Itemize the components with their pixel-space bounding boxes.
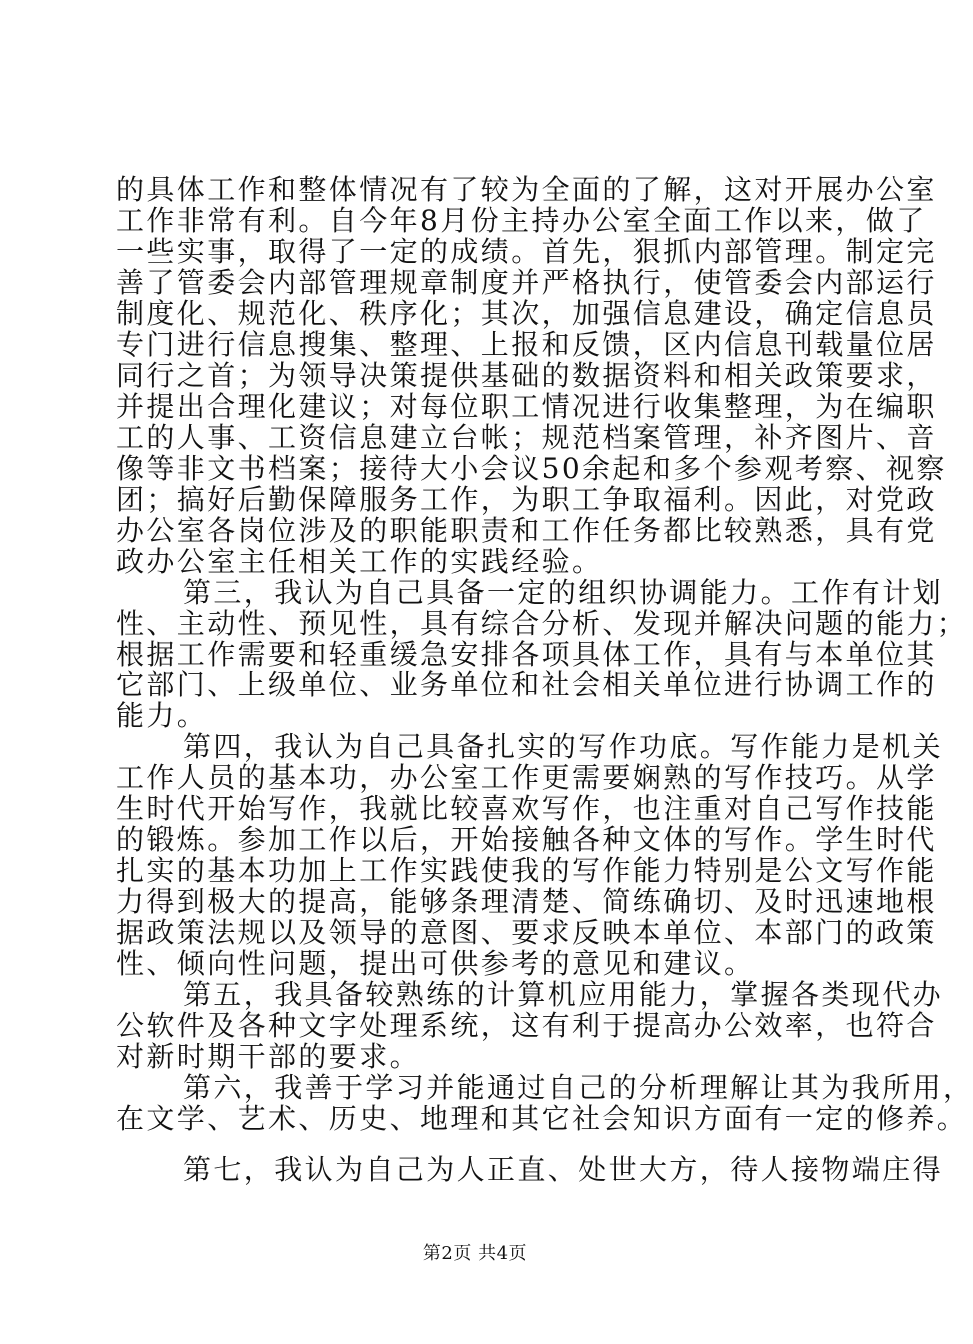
body-text-line: 一些实事，取得了一定的成绩。首先，狠抓内部管理。制定完 bbox=[116, 235, 937, 268]
body-text-line: 工的人事、工资信息建立台帐；规范档案管理，补齐图片、音 bbox=[116, 421, 937, 454]
body-text-line: 据政策法规以及领导的意图、要求反映本单位、本部门的政策 bbox=[116, 916, 937, 949]
body-text-line: 对新时期干部的要求。 bbox=[116, 1040, 421, 1073]
body-text-line: 团；搞好后勤保障服务工作，为职工争取福利。因此，对党政 bbox=[116, 483, 937, 516]
paragraph-first-line: 第三，我认为自己具备一定的组织协调能力。工作有计划 bbox=[183, 576, 944, 609]
paragraph-first-line: 第七，我认为自己为人正直、处世大方，待人接物端庄得 bbox=[183, 1153, 944, 1186]
body-text-line: 力得到极大的提高，能够条理清楚、简练确切、及时迅速地根 bbox=[116, 885, 937, 918]
body-text-line: 办公室各岗位涉及的职能职责和工作任务都比较熟悉，具有党 bbox=[116, 514, 937, 547]
body-text-line: 工作人员的基本功，办公室工作更需要娴熟的写作技巧。从学 bbox=[116, 761, 937, 794]
body-text-line: 扎实的基本功加上工作实践使我的写作能力特别是公文写作能 bbox=[116, 854, 937, 887]
body-text-line: 它部门、上级单位、业务单位和社会相关单位进行协调工作的 bbox=[116, 668, 937, 701]
body-text-line: 公软件及各种文字处理系统，这有利于提高办公效率，也符合 bbox=[116, 1009, 937, 1042]
body-text-line: 的具体工作和整体情况有了较为全面的了解，这对开展办公室 bbox=[116, 173, 937, 206]
body-text-line: 根据工作需要和轻重缓急安排各项具体工作，具有与本单位其 bbox=[116, 638, 937, 671]
page-footer: 第2页 共4页 bbox=[422, 1243, 528, 1264]
body-text-line: 性、主动性、预见性，具有综合分析、发现并解决问题的能力； bbox=[116, 607, 968, 640]
paragraph-first-line: 第五，我具备较熟练的计算机应用能力，掌握各类现代办 bbox=[183, 978, 944, 1011]
body-text-line: 在文学、艺术、历史、地理和其它社会知识方面有一定的修养。 bbox=[116, 1102, 968, 1135]
body-text-line: 制度化、规范化、秩序化；其次，加强信息建设，确定信息员 bbox=[116, 297, 937, 330]
body-text-line: 工作非常有利。自今年8月份主持办公室全面工作以来，做了 bbox=[116, 204, 927, 237]
body-text-line: 政办公室主任相关工作的实践经验。 bbox=[116, 545, 603, 578]
body-text-line: 善了管委会内部管理规章制度并严格执行，使管委会内部运行 bbox=[116, 266, 937, 299]
paragraph-first-line: 第四，我认为自己具备扎实的写作功底。写作能力是机关 bbox=[183, 730, 944, 763]
body-text-line: 并提出合理化建议；对每位职工情况进行收集整理，为在编职 bbox=[116, 390, 937, 423]
body-text-line: 性、倾向性问题，提出可供参考的意见和建议。 bbox=[116, 947, 755, 980]
body-text-line: 像等非文书档案；接待大小会议50余起和多个参观考察、视察 bbox=[116, 452, 947, 485]
body-text-line: 同行之首；为领导决策提供基础的数据资料和相关政策要求， bbox=[116, 359, 937, 392]
paragraph-first-line: 第六，我善于学习并能通过自己的分析理解让其为我所用， bbox=[183, 1071, 973, 1104]
body-text-line: 能力。 bbox=[116, 699, 208, 732]
body-text-line: 的锻炼。参加工作以后，开始接触各种文体的写作。学生时代 bbox=[116, 823, 937, 856]
body-text-line: 专门进行信息搜集、整理、上报和反馈，区内信息刊载量位居 bbox=[116, 328, 937, 361]
body-text-line: 生时代开始写作，我就比较喜欢写作，也注重对自己写作技能 bbox=[116, 792, 937, 825]
